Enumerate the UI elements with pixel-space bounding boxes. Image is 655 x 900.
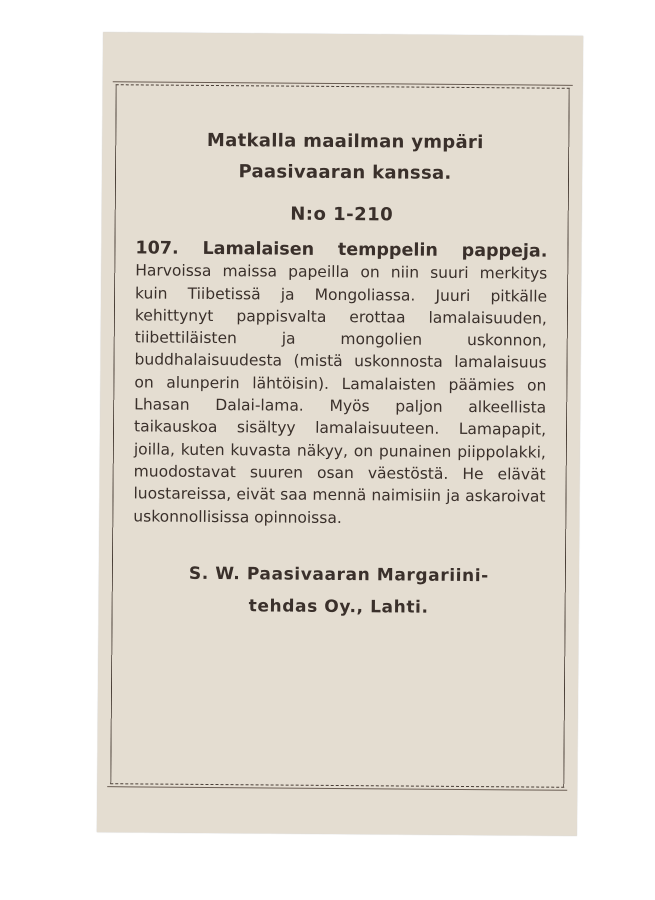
- item-text: Harvoissa maissa papeilla on niin suuri merkitys kuin Tiibetissä ja Mongoliassa. Juuri pitkälle kehittynyt pappisvalta erottaa lamalaisuuden, tiibettiläisten ja mongolien uskonnon, buddhalaisuudesta (mistä uskonnosta lamalaisuus on alunperin lähtöisin). Lamalaisten päämies on Lhasan Dalai-lama. Myös paljon alkeellista taikauskoa sisältyy lamalaisuuteen. Lamapapit, joilla, kuten kuvasta näkyy, on punainen piippolakki, muodostavat suuren osan väestöstä. He elävät luostareissa, eivät saa mennä naimisiin ja askaroivat uskonnollisissa opinnoissa.: [133, 261, 548, 527]
- card-content: [133, 124, 549, 624]
- publisher-line-2: tehdas Oy., Lahti.: [248, 596, 429, 618]
- series-title-line-1: Matkalla maailman ympäri: [206, 129, 484, 154]
- item-title: Lamalaisen temppelin pappeja.: [202, 238, 548, 262]
- trading-card-back: [97, 32, 583, 836]
- series-title: [142, 124, 548, 189]
- item-number: 107.: [135, 238, 203, 259]
- publisher: [133, 557, 545, 624]
- series-range: N:o 1-210: [290, 203, 394, 226]
- publisher-line-1: S. W. Paasivaaran Margariini-: [188, 563, 489, 587]
- series-title-line-2: Paasivaaran kanssa.: [238, 161, 452, 184]
- item-description: [133, 237, 547, 530]
